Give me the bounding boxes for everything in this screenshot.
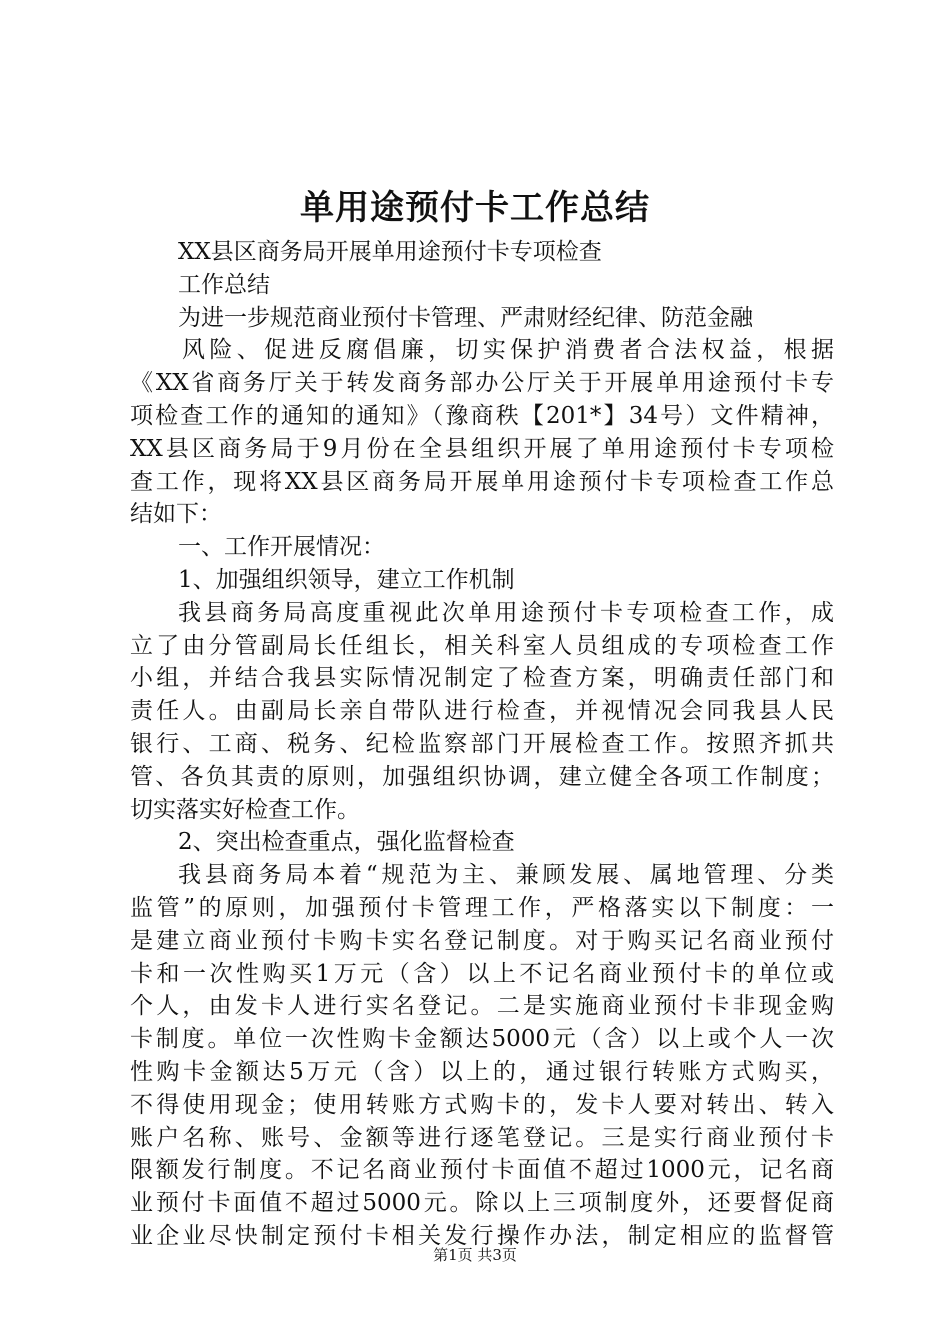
- body-line: 1、加强组织领导，建立工作机制: [178, 566, 515, 593]
- body-line: 我县商务局本着“规范为主、兼顾发展、属地管理、分类: [178, 862, 834, 889]
- body-line: XX县区商务局于9月份在全县组织开展了单用途预付卡专项检: [130, 435, 834, 462]
- body-line: 性购卡金额达5万元（含）以上的，通过银行转账方式购买，: [130, 1058, 834, 1085]
- body-line: 业企业尽快制定预付卡相关发行操作办法，制定相应的监督管: [130, 1222, 834, 1249]
- body-line: 2、突出检查重点，强化监督检查: [178, 829, 515, 856]
- body-line: 小组，并结合我县实际情况制定了检查方案，明确责任部门和: [130, 665, 834, 692]
- document-body: [130, 236, 834, 1253]
- body-line: 业预付卡面值不超过5000元。除以上三项制度外，还要督促商: [130, 1190, 834, 1217]
- body-line: 银行、工商、税务、纪检监察部门开展检查工作。按照齐抓共: [130, 730, 834, 757]
- body-line: 立了由分管副局长任组长，相关科室人员组成的专项检查工作: [130, 632, 834, 659]
- body-line: 监管”的原则，加强预付卡管理工作，严格落实以下制度：一: [130, 894, 834, 921]
- body-line: 卡制度。单位一次性购卡金额达5000元（含）以上或个人一次: [130, 1026, 834, 1053]
- body-line: 账户名称、账号、金额等进行逐笔登记。三是实行商业预付卡: [130, 1124, 834, 1151]
- body-line: 管、各负其责的原则，加强组织协调，建立健全各项工作制度；: [130, 763, 834, 790]
- body-line: 查工作，现将XX县区商务局开展单用途预付卡专项检查工作总: [130, 468, 834, 495]
- body-line: 个人，由发卡人进行实名登记。二是实施商业预付卡非现金购: [130, 993, 834, 1020]
- body-line: 是建立商业预付卡购卡实名登记制度。对于购买记名商业预付: [130, 927, 834, 954]
- body-line: 工作总结: [178, 271, 270, 298]
- body-line: 卡和一次性购买1万元（含）以上不记名商业预付卡的单位或: [130, 960, 834, 987]
- body-line: 我县商务局高度重视此次单用途预付卡专项检查工作，成: [178, 599, 834, 626]
- body-line: XX县区商务局开展单用途预付卡专项检查: [178, 239, 602, 265]
- document-title: 单用途预付卡工作总结: [300, 188, 650, 228]
- body-line: 风险、促进反腐倡廉，切实保护消费者合法权益，根据: [182, 337, 834, 364]
- body-line: 不得使用现金；使用转账方式购卡的，发卡人要对转出、转入: [130, 1091, 834, 1118]
- body-line: 为进一步规范商业预付卡管理、严肃财经纪律、防范金融: [178, 304, 753, 331]
- page-footer: 第1页 共3页: [433, 1246, 517, 1264]
- body-line: 责任人。由副局长亲自带队进行检查，并视情况会同我县人民: [130, 698, 834, 725]
- body-line: 一、工作开展情况：: [178, 534, 385, 561]
- body-line: 切实落实好检查工作。: [130, 796, 360, 823]
- body-line: 项检查工作的通知的通知》（豫商秩【201*】34号）文件精神，: [130, 402, 834, 429]
- body-line: 限额发行制度。不记名商业预付卡面值不超过1000元，记名商: [130, 1157, 834, 1184]
- body-line: 《XX省商务厅关于转发商务部办公厅关于开展单用途预付卡专: [130, 370, 834, 397]
- body-line: 结如下：: [130, 501, 222, 528]
